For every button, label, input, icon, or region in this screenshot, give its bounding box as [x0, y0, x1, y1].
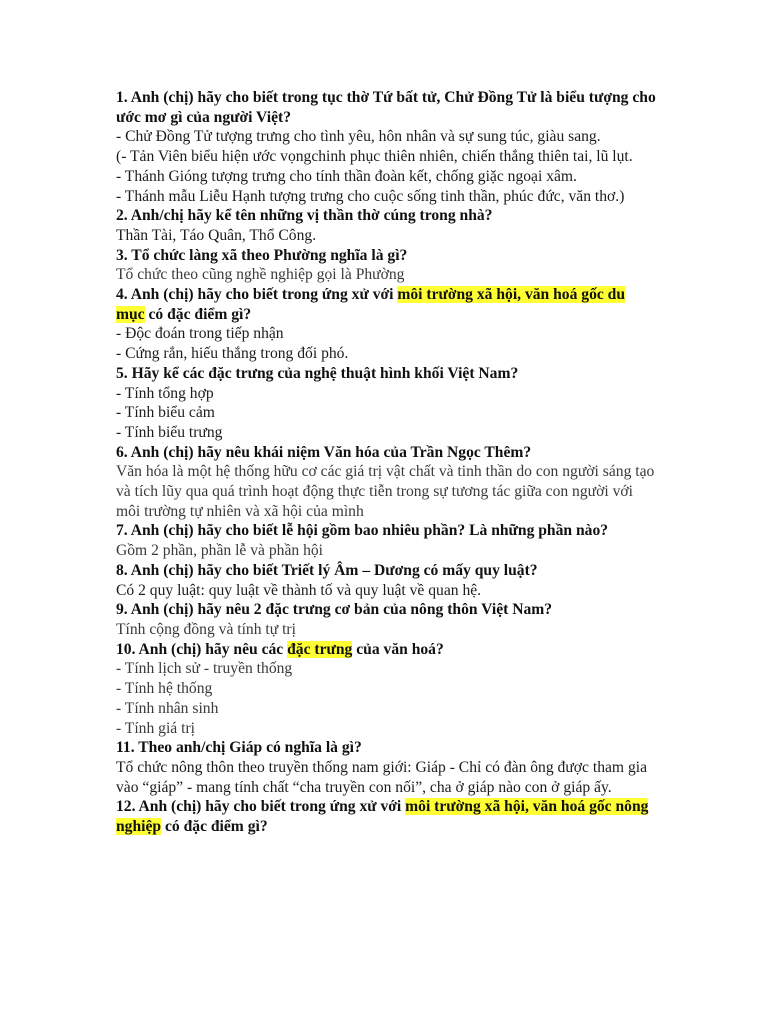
question-text: 3. Tổ chức làng xã theo Phường nghĩa là gì?: [116, 246, 408, 264]
answer-text: - Chử Đồng Tử tượng trưng cho tình yêu, hôn nhân và sự sung túc, giàu sang.: [116, 128, 601, 146]
question-heading: [116, 88, 656, 127]
question-text: 11. Theo anh/chị Giáp có nghĩa là gì?: [116, 739, 362, 757]
question-text: có đặc điểm gì?: [144, 305, 252, 323]
answer-text: - Độc đoán trong tiếp nhận: [116, 325, 284, 343]
answer-text: - Tính hệ thống: [116, 680, 213, 698]
highlighted-phrase: môi trường xã hội, văn hoá gốc du mục: [116, 286, 626, 323]
question-text: 7. Anh (chị) hãy cho biết lễ hội gồm bao nhiêu phần? Là những phần nào?: [116, 522, 609, 540]
highlighted-phrase: môi trường xã hội, văn hoá gốc nông nghiệp: [116, 798, 649, 836]
question-heading: [116, 738, 656, 758]
question-text: 4. Anh (chị) hãy cho biết trong ứng xử với: [116, 286, 398, 304]
answer-text: - Tính giá trị: [116, 719, 195, 737]
answer-text: - Tính tổng hợp: [116, 384, 214, 402]
highlighted-phrase: đặc trưng: [287, 640, 353, 658]
question-text: 1. Anh (chị) hãy cho biết trong tục thờ Tứ bất tử, Chử Đồng Tử là biểu tượng cho ước mơ gì của người Việt?: [116, 89, 656, 126]
question-text: 12. Anh (chị) hãy cho biết trong ứng xử với: [116, 798, 406, 816]
question-text: 8. Anh (chị) hãy cho biết Triết lý Âm – Dương có mấy quy luật?: [116, 561, 538, 579]
question-heading: [116, 561, 656, 581]
answer-text: - Thánh Gióng tượng trưng cho tính thần đoàn kết, chống giặc ngoại xâm.: [116, 167, 577, 185]
question-heading: [116, 285, 656, 324]
answer-text: Có 2 quy luật: quy luật về thành tố và quy luật về quan hệ.: [116, 581, 482, 599]
question-heading: [116, 600, 656, 620]
question-text: có đặc điểm gì?: [161, 818, 268, 836]
answer-text: Tính cộng đồng và tính tự trị: [116, 620, 296, 638]
question-text: 5. Hãy kể các đặc trưng của nghệ thuật hình khối Việt Nam?: [116, 364, 519, 382]
answer-text: Tổ chức theo cũng nghề nghiệp gọi là Phường: [116, 266, 405, 284]
question-text: 2. Anh/chị hãy kể tên những vị thần thờ cúng trong nhà?: [116, 207, 493, 225]
question-heading: [116, 640, 656, 660]
answer-text: - Thánh mẫu Liễu Hạnh tượng trưng cho cuộc sống tinh thần, phúc đức, văn thơ.): [116, 187, 625, 205]
question-heading: [116, 797, 656, 836]
question-heading: [116, 246, 656, 266]
question-text: 6. Anh (chị) hãy nêu khái niệm Văn hóa của Trần Ngọc Thêm?: [116, 443, 532, 461]
question-heading: [116, 521, 656, 541]
answer-text: - Tính biểu trưng: [116, 423, 223, 441]
answer-text: Tổ chức nông thôn theo truyền thống nam giới: Giáp - Chỉ có đàn ông được tham gia vào “giáp” - mang tính chất “cha truyền con nối”, cha ở giáp nào con ở giáp ấy.: [116, 758, 647, 796]
answer-text: - Cứng rắn, hiếu thắng trong đối phó.: [116, 345, 349, 363]
answer-text: (- Tản Viên biểu hiện ước vọngchinh phục thiên nhiên, chiến thắng thiên tai, lũ lụt.: [116, 148, 633, 166]
question-text: 9. Anh (chị) hãy nêu 2 đặc trưng cơ bản của nông thôn Việt Nam?: [116, 601, 553, 619]
question-heading: [116, 443, 656, 463]
answer-text: - Tính lịch sử - truyền thống: [116, 660, 293, 678]
document-body: [116, 88, 656, 837]
question-heading: [116, 206, 656, 226]
question-text: 10. Anh (chị) hãy nêu các: [116, 640, 288, 658]
question-text: của văn hoá?: [352, 640, 444, 658]
answer-text: Thần Tài, Táo Quân, Thổ Công.: [116, 226, 317, 244]
answer-text: - Tính biểu cảm: [116, 404, 215, 422]
answer-text: Gồm 2 phần, phần lễ và phần hội: [116, 542, 324, 560]
answer-text: Văn hóa là một hệ thống hữu cơ các giá trị vật chất và tinh thần do con người sáng tạo và tích lũy qua quá trình hoạt động thực tiễn trong sự tương tác giữa con người với môi trường tự nhiên và xã hội của mình: [116, 463, 655, 520]
answer-text: - Tính nhân sinh: [116, 699, 219, 717]
question-heading: [116, 364, 656, 384]
